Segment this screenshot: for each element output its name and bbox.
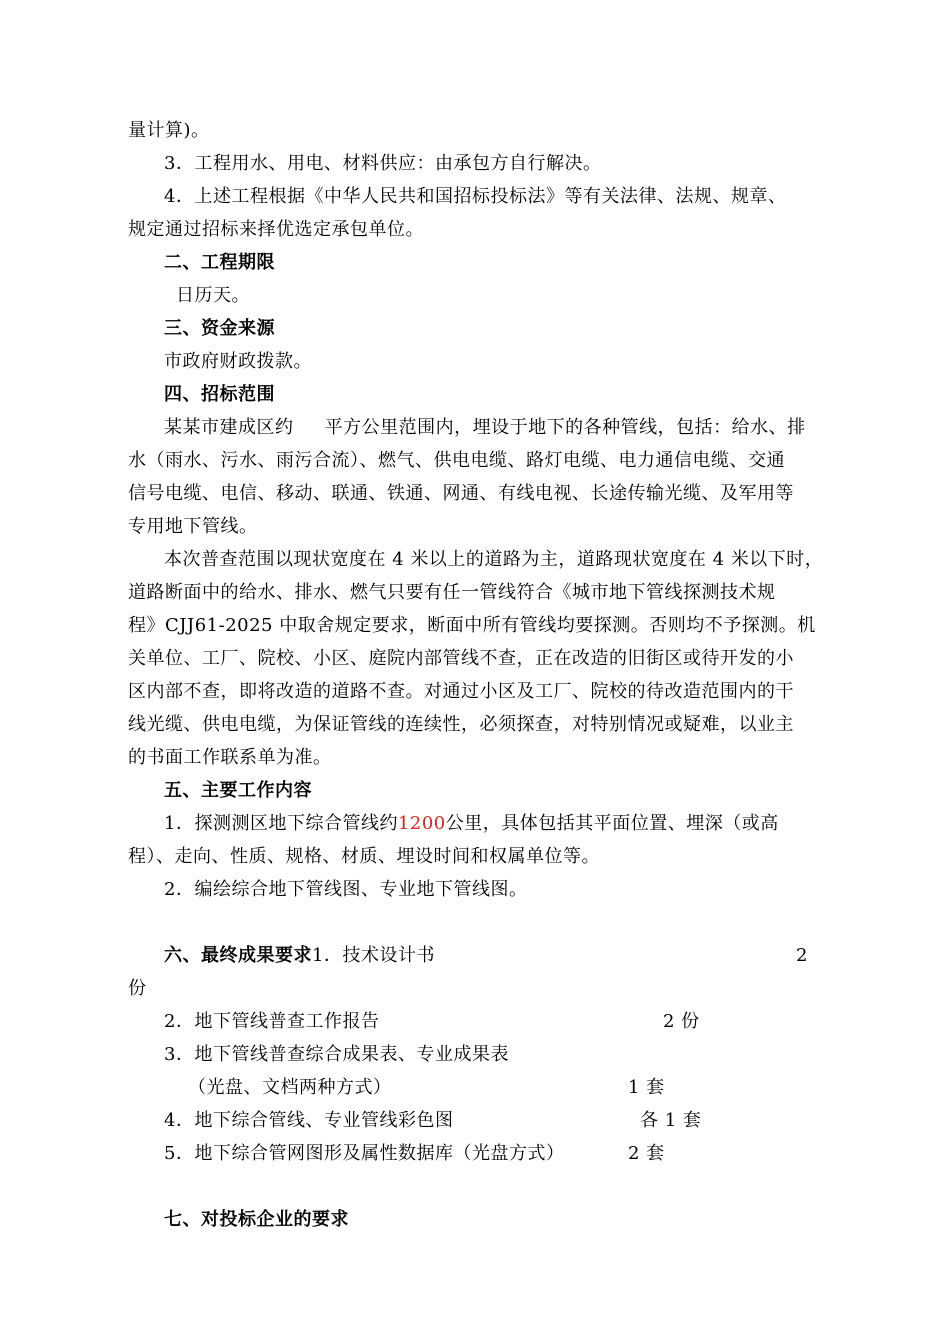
section-heading: 三、资金来源 <box>164 318 275 339</box>
deliverable-quantity: 2 <box>796 945 808 966</box>
deliverable-unit: 份 <box>128 978 147 999</box>
paragraph-line: 区内部不查，即将改造的道路不查。对通过小区及工厂、院校的待改造范围内的干 <box>128 681 794 702</box>
deliverable-line <box>164 945 435 967</box>
paragraph-line: 某某市建成区约 平方公里范围内，埋设于地下的各种管线，包括：给水、排 <box>164 417 806 438</box>
section-heading: 六、最终成果要求 <box>164 945 312 966</box>
paragraph-line: 程》CJJ61-2025 中取舍规定要求，断面中所有管线均要探测。否则均不予探测。机 <box>128 615 816 636</box>
deliverable-item-note: （光盘、文档两种方式） <box>188 1077 392 1098</box>
paragraph-line: 规定通过招标来择优选定承包单位。 <box>128 219 424 240</box>
paragraph-line: 信号电缆、电信、移动、联通、铁通、网通、有线电视、长途传输光缆、及军用等 <box>128 483 794 504</box>
paragraph-line: 日历天。 <box>176 285 250 306</box>
paragraph-line: 水（雨水、污水、雨污合流）、燃气、供电电缆、路灯电缆、电力通信电缆、交通 <box>128 450 785 471</box>
deliverable-item: 3．地下管线普查综合成果表、专业成果表 <box>164 1044 509 1065</box>
paragraph-line: 道路断面中的给水、排水、燃气只要有任一管线符合《城市地下管线探测技术规 <box>128 582 776 603</box>
section-heading: 五、主要工作内容 <box>164 780 312 801</box>
paragraph-line: 的书面工作联系单为准。 <box>128 747 332 768</box>
deliverable-quantity: 各 1 套 <box>640 1110 702 1131</box>
paragraph-line: 关单位、工厂、院校、小区、庭院内部管线不查，正在改造的旧街区或待开发的小 <box>128 648 794 669</box>
paragraph-line: 4．上述工程根据《中华人民共和国招标投标法》等有关法律、法规、规章、 <box>164 186 787 207</box>
deliverable-quantity: 1 套 <box>628 1077 665 1098</box>
paragraph-line: 2．编绘综合地下管线图、专业地下管线图。 <box>164 879 528 900</box>
paragraph-line: 3．工程用水、用电、材料供应：由承包方自行解决。 <box>164 153 602 174</box>
section-heading: 二、工程期限 <box>164 252 275 273</box>
paragraph-line <box>164 813 779 835</box>
paragraph-line: 程）、走向、性质、规格、材质、埋设时间和权属单位等。 <box>128 846 600 867</box>
deliverable-item: 2．地下管线普查工作报告 <box>164 1011 380 1032</box>
paragraph-line: 市政府财政拨款。 <box>164 351 312 372</box>
paragraph-line: 专用地下管线。 <box>128 516 258 537</box>
deliverable-quantity: 2 份 <box>663 1011 700 1032</box>
text-run: 公里，具体包括其平面位置、埋深（或高 <box>445 813 779 834</box>
deliverable-quantity: 2 套 <box>628 1143 665 1164</box>
text-run: 1．探测测区地下综合管线约 <box>164 813 398 834</box>
highlighted-number: 1200 <box>397 813 446 834</box>
deliverable-item: 5．地下综合管网图形及属性数据库（光盘方式） <box>164 1143 565 1164</box>
deliverable-item: 1．技术设计书 <box>312 945 435 966</box>
paragraph-line: 线光缆、供电电缆，为保证管线的连续性，必须探查，对特别情况或疑难，以业主 <box>128 714 794 735</box>
paragraph-line: 本次普查范围以现状宽度在 4 米以上的道路为主，道路现状宽度在 4 米以下时， <box>164 549 824 570</box>
paragraph-line: 量计算)。 <box>128 120 210 141</box>
section-heading: 四、招标范围 <box>164 384 275 405</box>
section-heading: 七、对投标企业的要求 <box>164 1209 349 1230</box>
deliverable-item: 4．地下综合管线、专业管线彩色图 <box>164 1110 454 1131</box>
